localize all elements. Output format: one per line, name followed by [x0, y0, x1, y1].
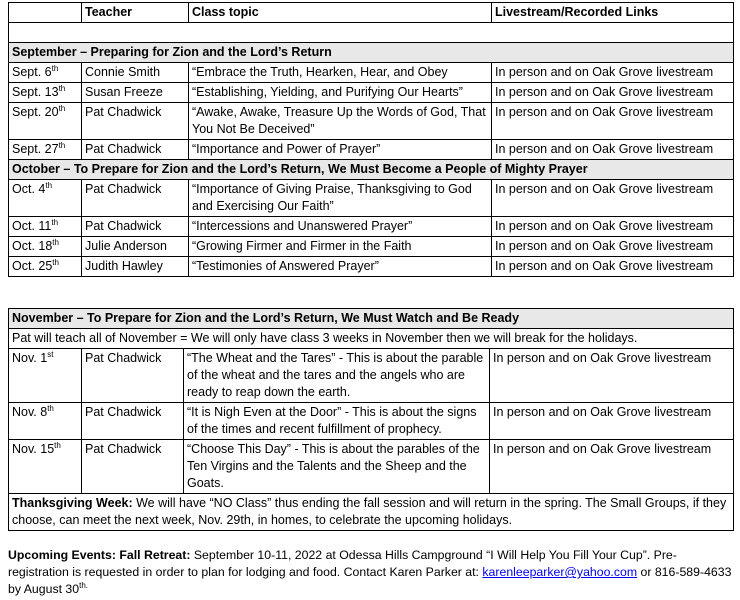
teacher-cell	[82, 403, 184, 440]
link-cell	[490, 403, 734, 440]
link-cell-text: In person and on Oak Grove livestream	[495, 219, 714, 233]
thanksgiving-text: We will have “NO Class” thus ending the fall session and will return in the spring. The Small Groups, if they choose, can meet the next week, Nov. 29th, in homes, to celebrate the upcoming holidays.	[12, 496, 727, 527]
table-row	[9, 257, 734, 277]
spacer-row	[9, 23, 734, 43]
header-date	[9, 3, 82, 23]
topic-cell-text: “The Wheat and the Tares” - This is about the parable of the wheat and the tares and the angels who are ready to reap down the earth.	[187, 351, 484, 399]
date-cell	[9, 103, 82, 140]
teacher-cell-text: Connie Smith	[85, 65, 161, 79]
table-row	[9, 103, 734, 140]
topic-cell-text: “Choose This Day” - This is about the parables of the Ten Virgins and the Talents and the Sheep and the Goats.	[187, 442, 480, 490]
topic-cell-text: “Importance and Power of Prayer”	[192, 142, 381, 156]
date-cell	[9, 63, 82, 83]
table-header-row	[9, 3, 734, 23]
teacher-cell-text: Pat Chadwick	[85, 105, 162, 119]
schedule-table-fall	[8, 2, 734, 277]
thanksgiving-label: Thanksgiving Week:	[12, 496, 133, 510]
link-cell	[492, 217, 734, 237]
header-topic: Class topic	[189, 3, 492, 23]
topic-cell-text: “Growing Firmer and Firmer in the Faith	[192, 239, 412, 253]
date-cell-text: Oct. 11	[12, 219, 52, 233]
footer-text-1: September 10-11, 2022 at Odessa Hills Campground “I Will Help You Fill Your Cup”. Pre-registration is requested in order to plan for lodging and food. Contact Karen Parker at:	[8, 548, 677, 579]
teacher-cell	[82, 103, 189, 140]
date-suffix: th	[58, 83, 66, 93]
link-cell	[492, 257, 734, 277]
link-cell	[492, 63, 734, 83]
november-rows	[9, 349, 734, 494]
link-cell	[492, 140, 734, 160]
date-cell-text: Nov. 15	[12, 442, 55, 456]
table-row	[9, 349, 734, 403]
teacher-cell-text: Pat Chadwick	[85, 219, 162, 233]
table-row	[9, 180, 734, 217]
header-links: Livestream/Recorded Links	[492, 3, 734, 23]
date-cell	[9, 403, 82, 440]
topic-cell	[189, 103, 492, 140]
date-suffix: th	[51, 63, 59, 73]
teacher-cell-text: Pat Chadwick	[85, 182, 162, 196]
thanksgiving-row	[9, 494, 734, 531]
september-rows	[9, 63, 734, 160]
upcoming-events-footer	[8, 547, 733, 598]
date-cell	[9, 237, 82, 257]
date-suffix: th	[58, 140, 66, 150]
topic-cell	[189, 257, 492, 277]
table-row	[9, 83, 734, 103]
teacher-cell-text: Susan Freeze	[85, 85, 163, 99]
link-cell-text: In person and on Oak Grove livestream	[493, 405, 712, 419]
date-suffix: th	[58, 103, 66, 113]
link-cell	[492, 103, 734, 140]
november-note: Pat will teach all of November = We will only have class 3 weeks in November then we will break for the holidays.	[9, 329, 734, 349]
footer-label: Upcoming Events: Fall Retreat:	[8, 548, 191, 562]
topic-cell	[189, 63, 492, 83]
topic-cell	[189, 237, 492, 257]
table-row	[9, 63, 734, 83]
link-cell-text: In person and on Oak Grove livestream	[495, 65, 714, 79]
teacher-cell	[82, 180, 189, 217]
date-suffix: st	[47, 349, 54, 359]
november-note-row	[9, 329, 734, 349]
teacher-cell	[82, 349, 184, 403]
date-cell	[9, 180, 82, 217]
topic-cell	[189, 217, 492, 237]
date-cell	[9, 257, 82, 277]
september-heading: September – Preparing for Zion and the Lord’s Return	[9, 43, 734, 63]
link-cell	[490, 440, 734, 494]
teacher-cell-text: Julie Anderson	[85, 239, 168, 253]
topic-cell	[189, 83, 492, 103]
teacher-cell-text: Pat Chadwick	[85, 142, 162, 156]
link-cell	[490, 349, 734, 403]
link-cell-text: In person and on Oak Grove livestream	[495, 105, 714, 119]
table-row	[9, 403, 734, 440]
topic-cell	[184, 440, 490, 494]
november-heading: November – To Prepare for Zion and the Lord’s Return, We Must Watch and Be Ready	[9, 309, 734, 329]
date-suffix: th	[47, 403, 54, 413]
link-cell-text: In person and on Oak Grove livestream	[493, 351, 712, 365]
footer-text-2: or 816-589-4633 by August 30	[8, 565, 732, 596]
topic-cell	[189, 140, 492, 160]
date-cell	[9, 440, 82, 494]
date-cell	[9, 349, 82, 403]
header-teacher: Teacher	[82, 3, 189, 23]
date-cell-text: Oct. 18	[12, 239, 53, 253]
topic-cell-text: “Awake, Awake, Treasure Up the Words of God, That You Not Be Deceived”	[192, 105, 486, 136]
table-row	[9, 217, 734, 237]
date-cell	[9, 140, 82, 160]
contact-email-link[interactable]: karenleeparker@yahoo.com	[482, 565, 638, 579]
link-cell-text: In person and on Oak Grove livestream	[495, 239, 714, 253]
link-cell-text: In person and on Oak Grove livestream	[495, 85, 714, 99]
teacher-cell	[82, 237, 189, 257]
month-heading-november	[9, 309, 734, 329]
date-cell	[9, 217, 82, 237]
topic-cell-text: “It is Nigh Even at the Door” - This is about the signs of the times and recent fulfillment of prophecy.	[187, 405, 477, 436]
link-cell-text: In person and on Oak Grove livestream	[495, 182, 714, 196]
schedule-table-november	[8, 308, 734, 531]
october-heading: October – To Prepare for Zion and the Lord’s Return, We Must Become a People of Mighty Prayer	[9, 160, 734, 180]
date-suffix: th	[51, 217, 59, 227]
date-suffix: th	[54, 440, 61, 450]
teacher-cell	[82, 217, 189, 237]
teacher-cell	[82, 63, 189, 83]
topic-cell-text: “Embrace the Truth, Hearken, Hear, and Obey	[192, 65, 448, 79]
date-cell-text: Sept. 13	[12, 85, 59, 99]
date-cell-text: Nov. 8	[12, 405, 48, 419]
date-suffix: th	[52, 257, 59, 267]
topic-cell-text: “Intercessions and Unanswered Prayer”	[192, 219, 413, 233]
month-heading-september	[9, 43, 734, 63]
link-cell-text: In person and on Oak Grove livestream	[493, 442, 712, 456]
teacher-cell-text: Pat Chadwick	[85, 405, 162, 419]
date-suffix: th	[45, 180, 53, 190]
table-row	[9, 140, 734, 160]
teacher-cell-text: Pat Chadwick	[85, 442, 162, 456]
teacher-cell-text: Judith Hawley	[85, 259, 163, 273]
link-cell	[492, 237, 734, 257]
footer-sup: th.	[79, 580, 89, 590]
date-cell-text: Oct. 4	[12, 182, 46, 196]
teacher-cell-text: Pat Chadwick	[85, 351, 162, 365]
topic-cell	[189, 180, 492, 217]
date-suffix: th	[52, 237, 59, 247]
link-cell	[492, 180, 734, 217]
link-cell	[492, 83, 734, 103]
teacher-cell	[82, 140, 189, 160]
topic-cell-text: “Establishing, Yielding, and Purifying Our Hearts”	[192, 85, 463, 99]
date-cell-text: Oct. 25	[12, 259, 53, 273]
topic-cell-text: “Importance of Giving Praise, Thanksgiving to God and Exercising Our Faith”	[192, 182, 472, 213]
link-cell-text: In person and on Oak Grove livestream	[495, 259, 714, 273]
topic-cell	[184, 349, 490, 403]
month-heading-october	[9, 160, 734, 180]
teacher-cell	[82, 83, 189, 103]
date-cell-text: Sept. 27	[12, 142, 59, 156]
teacher-cell	[82, 440, 184, 494]
date-cell-text: Nov. 1	[12, 351, 48, 365]
date-cell-text: Sept. 20	[12, 105, 59, 119]
topic-cell	[184, 403, 490, 440]
date-cell	[9, 83, 82, 103]
topic-cell-text: “Testimonies of Answered Prayer”	[192, 259, 379, 273]
table-row	[9, 237, 734, 257]
link-cell-text: In person and on Oak Grove livestream	[495, 142, 714, 156]
date-cell-text: Sept. 6	[12, 65, 52, 79]
october-rows	[9, 180, 734, 277]
table-row	[9, 440, 734, 494]
thanksgiving-cell	[9, 494, 734, 531]
teacher-cell	[82, 257, 189, 277]
